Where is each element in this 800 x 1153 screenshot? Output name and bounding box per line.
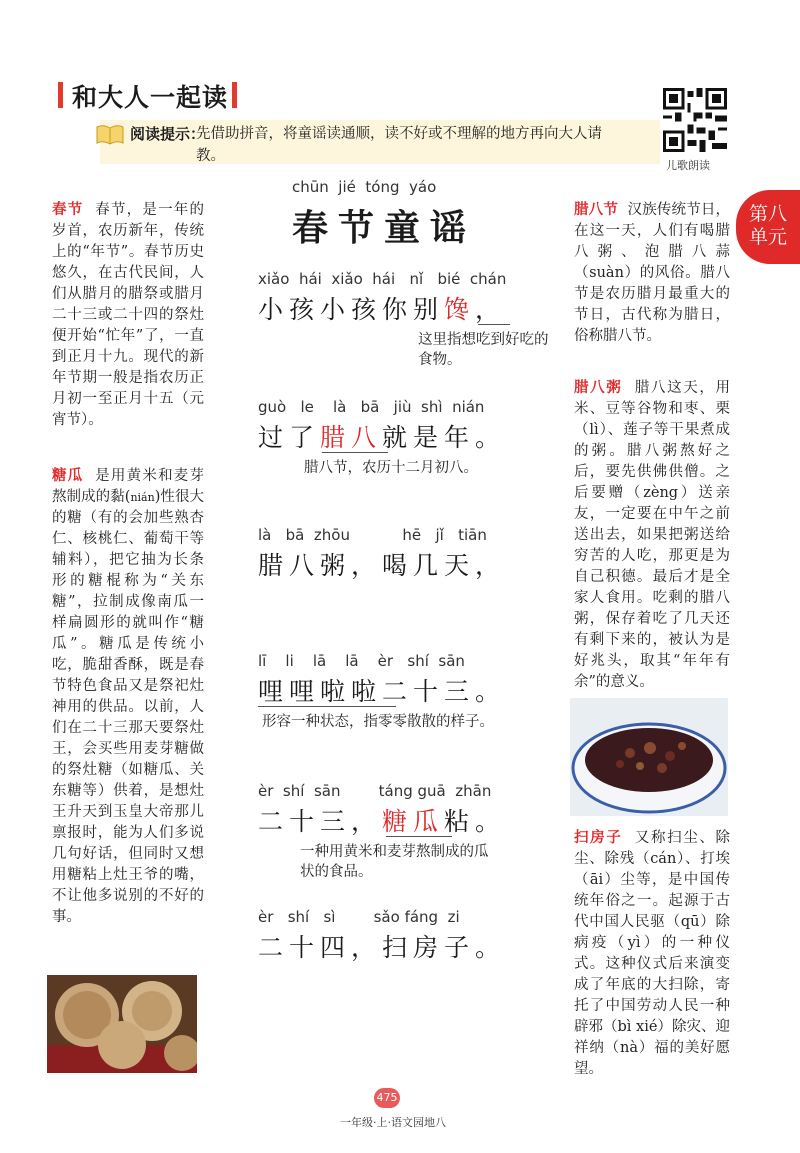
book-icon [95,122,125,146]
line5-pinyin: èr shí sān táng guā zhān [258,782,492,800]
header-bar-left [58,82,63,108]
note-line-5: 一种用黄米和麦芽熬制成的瓜状的食品。 [300,844,489,880]
verse-5-punct: 粘。 [444,807,507,836]
verse-line-6: 二十四，扫房子。 [258,933,507,962]
verse-4-highlight: 哩哩啦啦 [258,677,383,706]
term-labajie: 腊八节 [574,202,618,218]
unit-tab-line2: 单元 [748,226,787,248]
tip-text: 先借助拼音，将童谣读通顺，读不好或不理解的地方再向大人请教。 [196,126,602,164]
line4-pinyin: lī li lā lā èr shí sān [258,652,465,670]
verse-1-punct: ， [475,295,507,324]
note-chunjie [52,200,204,431]
verse-5-text: 二十三， [258,807,383,836]
qr-caption: 儿歌朗读 [666,159,710,172]
underline-2 [322,452,388,453]
verse-line-3: 腊八粥，喝几天， [258,551,507,580]
text-labajie: 汉族传统节日，在这一天，人们有喝腊八粥、泡腊八蒜（suàn）的风俗。腊八节是农历腊月最重大的节日，古代称为腊日，俗称腊八节。 [574,202,731,344]
verse-5-highlight: 糖瓜 [382,807,445,836]
unit-tab [736,190,800,264]
verse-line-1 [258,290,506,326]
verse-2-text: 过了 [258,423,321,452]
underline-5 [386,836,452,837]
note-line-2: 腊八节，农历十二月初八。 [304,460,478,476]
text-saofangzi: 又称扫尘、除尘、除残（cán）、打埃（āi）尘等，是中国传统年俗之一。起源于古代中国人民驱（qū）除病疫（yì）的一种仪式。这种仪式后来演变成了年底的大扫除，寄托了中国劳动人民一种辟邪（bì xié）除灾、迎祥纳（nà）福的美好愿望。 [574,830,731,1077]
pinyin-nian: nián [130,491,155,504]
text-tanggua-b: 性很大的糖（有的会加些熟杏仁、核桃仁、葡萄干等辅料），把它抽为长条形的糖棍称为“关东糖”，拉制成像南瓜一样扁圆形的就叫作“糖瓜”。糖瓜是传统小吃，脆甜香酥，既是春节特色食品又是祭祀灶神用的供品。以前，人们在二十三那天要祭灶王，会买些用麦芽糖做的祭灶糖（如糖瓜、关东糖等）供着，是想灶王升天到玉皇大帝那儿禀报时，能为人们多说几句好话，但同时又想用糖粘上灶王爷的嘴，不让他多说别的不好的事。 [52,489,205,925]
qr-code-icon[interactable] [663,88,727,152]
note-labazhou [574,378,730,693]
tip-label: 阅读提示： [130,125,206,143]
term-tanggua: 糖瓜 [52,468,84,484]
note-saofangzi [574,828,730,1080]
term-chunjie: 春节 [52,202,84,218]
line6-pinyin: èr shí sì sǎo fáng zi [258,908,460,926]
note-tanggua: 糖瓜 是用黄米和麦芽熬制成的黏(nián)性很大的糖（有的会加些熟杏仁、核桃仁、葡萄干等辅料），把它抽为长条形的糖棍称为“关东糖”，拉制成像南瓜一样扁圆形的就叫作“糖瓜”。糖瓜是传统小吃，脆甜香酥，既是春节特色食品又是祭祀灶神用的供品。以前，人们在二十三那天要祭灶王，会买些用麦芽糖做的祭灶糖（如糖瓜、关东糖等）供着，是想灶王升天到玉皇大帝那儿禀报时，能为人们多说几句好话，但同时又想用糖粘上灶王爷的嘴，不让他多说别的不好的事。 [52,468,205,925]
page-number: 475 [374,1088,400,1108]
underline-1 [478,324,510,325]
line3-pinyin: là bā zhōu hē jǐ tiān [258,526,487,544]
verse-2-punct: 就是年。 [382,423,507,452]
term-saofangzi: 扫房子 [574,830,623,846]
line2-pinyin: guò le là bā jiù shì nián [258,398,485,416]
line1-pinyin: xiǎo hái xiǎo hái nǐ bié chán [258,270,507,288]
underline-4 [258,706,396,707]
verse-4-punct: 二十三。 [382,677,507,706]
verse-1-text: 小孩小孩你别 [258,295,445,324]
text-chunjie: 春节，是一年的岁首，农历新年，传统上的“年节”。春节历史悠久，在古代民间，人们从腊月的腊祭或腊月二十三或二十四的祭灶便开始“忙年”了，一直到正月十九。现代的新年节期一般是指农历正月初一至正月十五（元宵节）。 [52,202,205,428]
unit-tab-line1: 第八 [748,203,787,225]
note-line-4: 形容一种状态，指零零散散的样子。 [262,714,494,730]
text-labazhou: 腊八这天，用米、豆等谷物和枣、栗（lì）、莲子等干果煮成的粥。腊八粥熬好之后，要先供佛供僧。之后要赠（zèng）送亲友，一定要在中午之前送出去，如果把粥送给穷苦的人吃，那更是为自己积德。最后才是全家人食用。吃剩的腊八粥，保存着吃了几天还有剩下来的，被认为是好兆头，取其“年年有余”的意义。 [574,380,731,690]
verse-line-5 [258,802,506,838]
term-labazhou: 腊八粥 [574,380,623,396]
tanggua-photo [47,975,197,1073]
poem-title: 春节童谣 [292,207,477,249]
verse-line-2 [258,418,506,454]
verse-line-4 [258,672,506,708]
section-title: 和大人一起读 [72,83,229,112]
verse-2-highlight: 腊八 [320,423,383,452]
note-labajie [574,200,730,347]
laba-porridge-photo [570,698,728,816]
text-tanggua-a: 是用黄米和麦芽熬制成的黏 [52,468,205,505]
header-bar-right [232,82,237,108]
verse-1-highlight: 馋 [444,295,476,324]
title-pinyin: chūn jié tóng yáo [292,178,437,196]
note-line-1: 这里指想吃到好吃的食物。 [418,332,549,368]
page-footer: 一年级·上·语文园地八 [340,1116,446,1129]
